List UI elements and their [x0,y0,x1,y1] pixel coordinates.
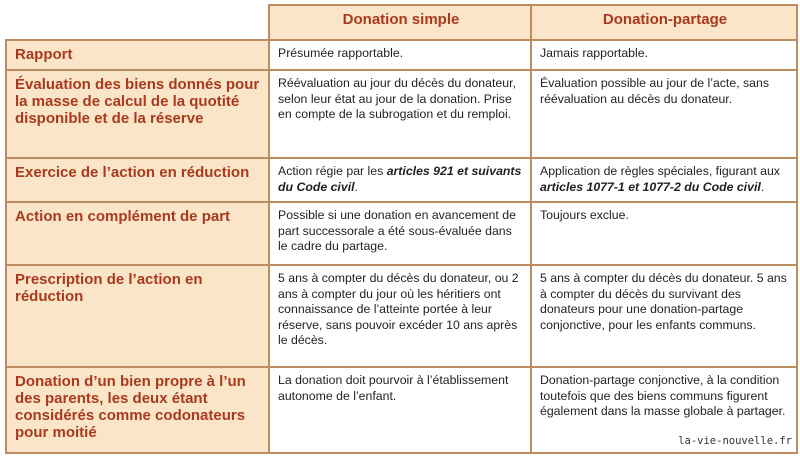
cell-partage: Toujours exclue. [531,202,797,265]
cell-partage: Évaluation possible au jour de l’acte, sans réévaluation au décès du donateur. [531,70,797,158]
comparison-table [5,4,798,454]
row-label-donation-bien-propre: Donation d’un bien propre à l’un des parents, les deux étant considérés comme codonateurs pour moitié [6,367,269,453]
legal-reference: articles 921 et suivants du Code civil [278,164,522,194]
row-label-prescription: Prescription de l’action en réduction [6,265,269,367]
table-row [6,265,797,367]
cell-simple: Possible si une donation en avancement de part successorale a été sous-évaluée dans le cadre du partage. [269,202,531,265]
cell-text: . [354,179,358,194]
cell-partage: Donation-partage conjonctive, à la condition toutefois que des biens communs figurent également dans la masse globale à partager. [531,367,797,453]
table-row [6,202,797,265]
column-header-donation-partage: Donation-partage [531,5,797,40]
cell-partage [531,158,797,202]
cell-partage: Jamais rapportable. [531,40,797,70]
cell-text: Action régie par les [278,164,387,178]
column-header-donation-simple: Donation simple [269,5,531,40]
row-label-evaluation: Évaluation des biens donnés pour la masse de calcul de la quotité disponible et de la réserve [6,70,269,158]
row-label-rapport: Rapport [6,40,269,70]
empty-corner-cell [6,5,269,40]
cell-simple: La donation doit pourvoir à l’établissement autonome de l’enfant. [269,367,531,453]
table-header-row [6,5,797,40]
legal-reference: articles 1077-1 et 1077-2 du Code civil [540,179,761,194]
cell-simple [269,158,531,202]
table-row [6,70,797,158]
cell-simple: 5 ans à compter du décès du donateur, ou 2 ans à compter du jour où les héritiers ont connaissance de l’atteinte portée à leur réserve, sans pouvoir excéder 10 ans après le décès. [269,265,531,367]
cell-simple: Présumée rapportable. [269,40,531,70]
row-label-exercice-action-reduction: Exercice de l’action en réduction [6,158,269,202]
cell-text: . [760,179,765,194]
source-credit: la-vie-nouvelle.fr [678,435,792,447]
cell-text: Application de règles spéciales, figurant aux [540,164,780,178]
cell-simple: Réévaluation au jour du décès du donateur, selon leur état au jour de la donation. Prise en compte de la subrogation et du remploi. [269,70,531,158]
row-label-complement-de-part: Action en complément de part [6,202,269,265]
cell-partage: 5 ans à compter du décès du donateur. 5 ans à compter du décès du survivant des donateurs pour une donation-partage conjonctive, pour les enfants communs. [531,265,797,367]
table-row [6,40,797,70]
table-row [6,158,797,202]
